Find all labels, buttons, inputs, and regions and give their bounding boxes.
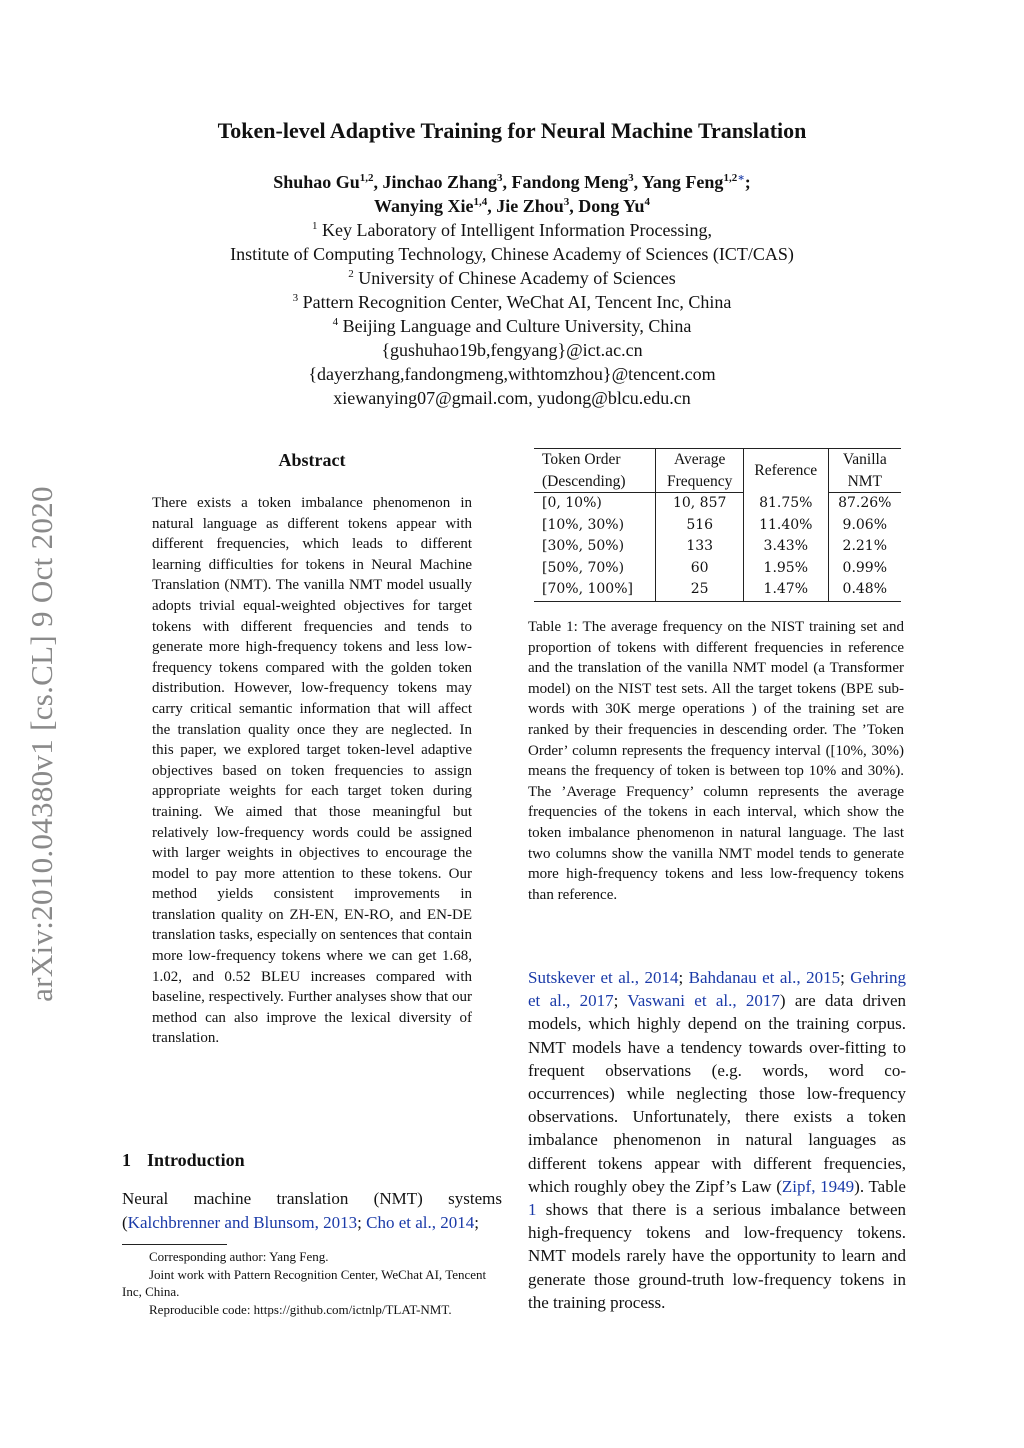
cell-token-order: [70%, 100%] — [534, 579, 656, 601]
introduction-left-text: Neural machine translation (NMT) systems (Kalchbrenner and Blunsom, 2013; Cho et al., 2014; — [122, 1189, 502, 1232]
abstract-text: There exists a token imbalance phenomenon in natural language as different tokens appear with different frequencies, which leads to different learning difficulties for tokens in Neural Machine Translation (NMT). The vanilla NMT model usually adopts trivial equal-weighted objectives for target tokens with different frequencies and tends to generate more high-frequency tokens and less low-frequency tokens compared with the golden token distribution. However, low-frequency tokens may carry critical semantic information that will affect the translation quality once they are neglected. In this paper, we explored target token-level adaptive objectives based on token frequencies to assign appropriate weights for each target token during training. We aimed that those meaningful but relatively low-frequency words could be assigned with larger weights in objectives to encourage the model to pay more attention to these tokens. Our method yields consistent improvements in translation quality on ZH-EN, EN-RO, and EN-DE translation tasks, especially on sentences that contain more low-frequency tokens where we can get 1.68, 1.02, and 0.52 BLEU increases compared with baseline, respectively. Further analyses show that our method can also improve the lexical diversity of translation. — [152, 495, 472, 1047]
author-affil-sup: 1,2 — [359, 172, 374, 184]
intro-text: ) are data driven models, which highly depend on the training corpus. NMT models have a tendency towards over-fitting to frequent observations (e.g. words, word co-occurrences) while neglecting those low-frequency observations. Unfortunately, there exists a token imbalance phenomenon in natural languages as different tokens appear with different frequencies, which roughly obey the Zipf’s Law ( — [528, 991, 906, 1196]
email-line: xiewanying07@gmail.com, yudong@blcu.edu.cn — [333, 388, 691, 408]
cell-reference: 1.95% — [744, 558, 829, 580]
table-row — [534, 579, 901, 601]
citation-link[interactable]: Kalchbrenner and Blunsom, 2013 — [127, 1213, 358, 1232]
author-sep: , — [633, 172, 642, 192]
author-name: Yang Feng — [641, 172, 724, 192]
author-name: Dong Yu — [578, 196, 645, 216]
affiliation-line — [0, 266, 1024, 290]
cell-average-frequency: 516 — [656, 515, 744, 537]
affiliation-line — [0, 314, 1024, 338]
table-reference-link[interactable]: 1 — [528, 1200, 537, 1220]
footnotes — [122, 1248, 502, 1318]
cell-token-order: [30%, 50%) — [542, 538, 625, 554]
author-sep: ; — [744, 172, 751, 192]
author-sep: , — [487, 196, 497, 216]
footnote-rule — [122, 1244, 227, 1245]
citation-link[interactable]: Zipf, 1949 — [781, 1176, 855, 1196]
table-row — [534, 536, 901, 558]
affiliation-line — [0, 218, 1024, 242]
cell-average-frequency: 25 — [656, 579, 744, 601]
col-header-vanilla-nmt-sub: NMT — [828, 471, 901, 493]
col-header-token-order-sub: (Descending) — [534, 471, 656, 493]
footnote: Joint work with Pattern Recognition Center, WeChat AI, Tencent Inc, China. — [122, 1266, 487, 1299]
table-row — [534, 558, 901, 580]
cell-token-order: [50%, 70%) — [542, 559, 625, 576]
section-heading-introduction — [122, 1150, 245, 1171]
cell-vanilla-nmt: 9.06% — [828, 515, 901, 537]
table-1 — [534, 448, 901, 602]
affil-sup: 4 — [332, 316, 339, 328]
affil-sup: 2 — [348, 268, 354, 280]
author-name: Fandong Meng — [511, 172, 629, 192]
citation-link[interactable]: Cho et al., 2014 — [366, 1213, 475, 1232]
affil-text: University of Chinese Academy of Sciences — [358, 268, 676, 288]
author-line-1 — [0, 170, 1024, 194]
cell-average-frequency: 10, 857 — [656, 493, 744, 515]
author-affil-sup: 3 — [497, 172, 503, 184]
footnote: Corresponding author: Yang Feng. — [149, 1249, 329, 1264]
author-affil-sup: 3 — [628, 172, 634, 184]
arxiv-stamp: arXiv:2010.04380v1 [cs.CL] 9 Oct 2020 — [24, 486, 59, 1002]
author-name: Jie Zhou — [496, 196, 564, 216]
author-sep: , — [569, 196, 579, 216]
table-row — [534, 493, 901, 515]
affil-text: Beijing Language and Culture University, China — [342, 316, 692, 336]
header-text: Vanilla — [842, 451, 887, 468]
citation-link[interactable]: Vaswani et al., 2017 — [627, 991, 780, 1011]
email-line: {gushuhao19b,fengyang}@ict.ac.cn — [381, 340, 643, 360]
email-line: {dayerzhang,fandongmeng,withtomzhou}@tencent.com — [308, 364, 716, 384]
affiliation-line — [0, 290, 1024, 314]
cell-reference: 81.75% — [744, 493, 829, 515]
affil-text: Pattern Recognition Center, WeChat AI, Tencent Inc, China — [302, 292, 732, 312]
author-list — [0, 170, 1024, 218]
paper-title: Token-level Adaptive Training for Neural Machine Translation — [217, 118, 807, 143]
table-1-caption: Table 1: The average frequency on the NIST training set and proportion of tokens with different frequencies in reference and the translation of the vanilla NMT model (a Transformer model) on the NIST test sets. All the target tokens (BPE sub-words with 30K merge operations ) of the training set are ranked by their frequencies in descending order. The ’Token Order’ column represents the frequency interval ([10%, 30%) means the frequency of token is between top 10% and 30%). The ’Average Frequency’ column represents the average frequencies of the tokens in each interval, which show the token imbalance phenomenon in natural language. The last two columns show the vanilla NMT model tends to generate more high-frequency tokens and less low-frequency tokens than reference. — [528, 619, 904, 903]
section-title: Introduction — [147, 1150, 245, 1170]
col-header-reference: Reference — [744, 449, 829, 493]
table-row — [534, 515, 901, 537]
affil-text: Key Laboratory of Intelligent Information Processing, — [322, 220, 712, 240]
cell-vanilla-nmt: 0.48% — [828, 579, 901, 601]
author-line-2 — [0, 194, 1024, 218]
author-name: Jinchao Zhang — [382, 172, 498, 192]
cell-reference: 11.40% — [744, 515, 829, 537]
affiliation-block — [0, 218, 1024, 410]
abstract-heading: Abstract — [278, 450, 346, 470]
cell-average-frequency: 133 — [656, 536, 744, 558]
cell-vanilla-nmt: 2.21% — [828, 536, 901, 558]
col-header-average-frequency — [656, 449, 744, 471]
cell-vanilla-nmt: 0.99% — [828, 558, 901, 580]
header-text: Average — [674, 451, 726, 468]
corresponding-mark-link[interactable]: ∗ — [737, 172, 745, 184]
intro-text: shows that there is a serious imbalance between high-frequency tokens and low-frequency tokens. NMT models rarely have the opportunity to learn and generate those ground-truth low-frequency tokens in the training process. — [528, 1200, 906, 1312]
intro-text: Neural machine translation (NMT) systems ( — [122, 1189, 502, 1232]
section-number: 1 — [122, 1150, 131, 1170]
affiliation-line — [0, 242, 1024, 266]
author-affil-sup — [723, 172, 744, 184]
author-affil-sup-text: 1,2 — [723, 172, 738, 184]
author-name: Shuhao Gu — [273, 172, 360, 192]
affil-sup: 3 — [292, 292, 299, 304]
cell-reference: 1.47% — [744, 579, 829, 601]
author-affil-sup: 3 — [563, 196, 570, 208]
introduction-right-text: Sutskever et al., 2014; Bahdanau et al., 2015; Gehring et al., 2017; Vaswani et al., 2017) are data driven models, which highly depend on the training corpus. NMT models have a tendency towards over-fitting to frequent observations (e.g. words, word co-occurrences) while neglecting those low-frequency observations. Unfortunately, there exists a token imbalance phenomenon in natural languages as different tokens appear with different frequencies, which roughly obey the Zipf’s Law (Zipf, 1949). Table 1 shows that there is a serious imbalance between high-frequency tokens and low-frequency tokens. NMT models rarely have the opportunity to learn and generate those ground-truth low-frequency tokens in the training process. — [528, 968, 906, 1312]
author-sep: , — [502, 172, 512, 192]
col-header-average-frequency-sub: Frequency — [656, 471, 744, 493]
affil-sup: 1 — [312, 220, 318, 232]
intro-text: ). Table — [854, 1176, 906, 1196]
affil-text: Institute of Computing Technology, Chinese Academy of Sciences (ICT/CAS) — [230, 244, 794, 264]
author-name: Wanying Xie — [373, 196, 474, 216]
author-sep: , — [373, 172, 383, 192]
col-header-token-order — [534, 449, 656, 471]
cell-vanilla-nmt: 87.26% — [828, 493, 901, 515]
cell-average-frequency: 60 — [656, 558, 744, 580]
cell-token-order: [0, 10%) — [542, 495, 602, 511]
cell-token-order: [10%, 30%) — [542, 516, 625, 533]
footnote: Reproducible code: https://github.com/ictnlp/TLAT-NMT. — [149, 1301, 452, 1317]
author-affil-sup: 4 — [644, 196, 650, 208]
citation-link[interactable]: Sutskever et al., 2014 — [528, 968, 679, 987]
cell-reference: 3.43% — [744, 536, 829, 558]
citation-link[interactable]: Gehring et al., 2017 — [528, 968, 906, 1011]
author-affil-sup: 1,4 — [473, 196, 488, 208]
col-header-vanilla-nmt — [828, 449, 901, 471]
citation-link[interactable]: Bahdanau et al., 2015 — [688, 968, 841, 987]
header-text: Token Order — [542, 451, 621, 468]
